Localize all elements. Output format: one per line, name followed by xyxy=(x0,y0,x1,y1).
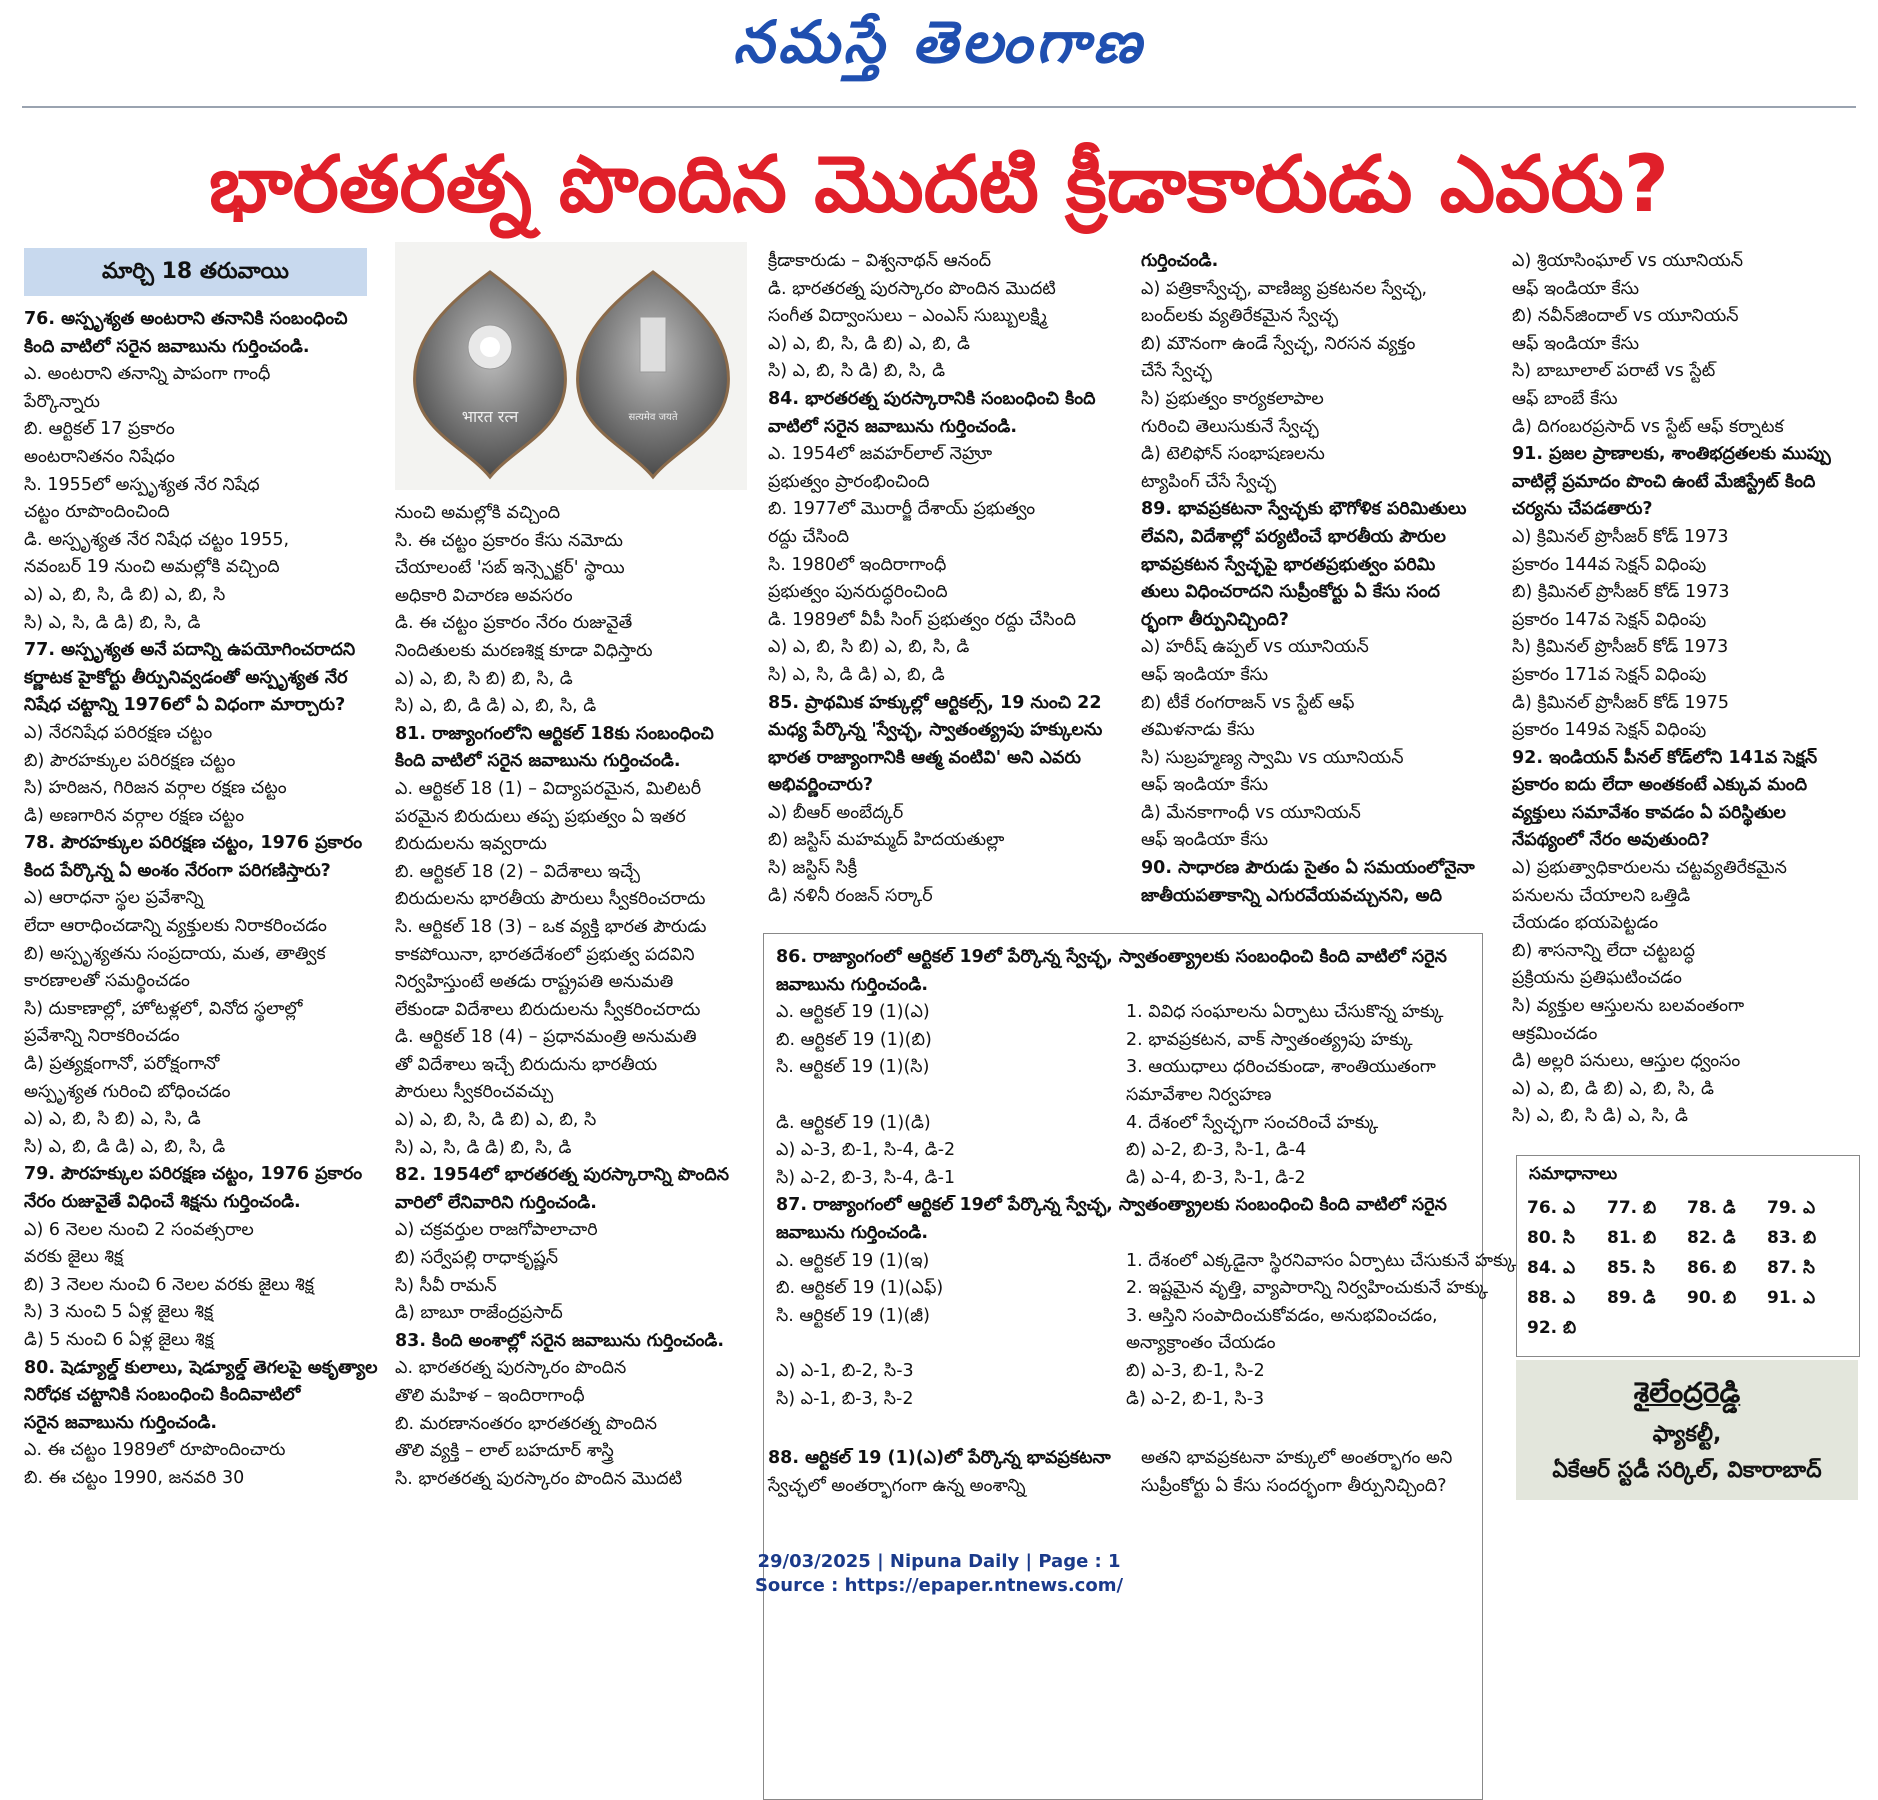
text-line: ఎ) బీఆర్ అంబేద్కర్ xyxy=(768,802,904,823)
text-line: జవాబును గుర్తించండి. xyxy=(776,974,929,995)
text-cell: ఎ. ఆర్టికల్ 19 (1)(ఎ) xyxy=(776,1002,930,1023)
text-line: బంద్‌లకు వ్యతిరేకమైన స్వేచ్ఛ xyxy=(1141,306,1339,327)
text-line: ఎ) ఎ, బి, సి బి) బి, సి, డి xyxy=(395,668,573,689)
page-headline: భారతరత్న పొందిన మొదటి క్రీడాకారుడు ఎవరు? xyxy=(209,140,1669,230)
text-line: సి) ఎ, బి, సి డి) ఎ, సి, డి xyxy=(1512,1106,1688,1127)
text-line: ఎ) క్రిమినల్ ప్రొసీజర్ కోడ్ 1973 xyxy=(1512,526,1729,547)
text-line: డి. అస్పృశ్యత నేర నిషేధ చట్టం 1955, xyxy=(24,529,290,550)
text-line: ఎ) ఎ, బి, సి బి) ఎ, సి, డి xyxy=(24,1109,201,1130)
text-cell: బి. ఆర్టికల్ 19 (1)(ఎఫ్) xyxy=(776,1278,944,1299)
answer-item: 78. డి xyxy=(1687,1198,1736,1218)
text-line: 91. ప్రజల ప్రాణాలకు, శాంతిభద్రతలకు ముప్పు xyxy=(1512,444,1831,465)
text-cell: సమావేశాల నిర్వహణ xyxy=(1126,1084,1272,1105)
text-line: సి. భారతరత్న పురస్కారం పొందిన మొదటి xyxy=(395,1468,683,1489)
text-line: 92. ఇండియన్ పీనల్ కోడ్‌లోని 141వ సెక్షన్ xyxy=(1512,747,1818,768)
text-line: లేవని, విదేశాల్లో పర్యటించే భారతీయ పౌరుల xyxy=(1141,526,1446,547)
text-line: సి. 1980లో ఇందిరాగాంధీ xyxy=(768,554,947,575)
text-cell: సి) ఎ-2, బి-3, సి-4, డి-1 xyxy=(776,1167,956,1188)
text-line: కర్ణాటక హైకోర్టు తీర్పునివ్వడంతో అస్పృశ్యత నేర xyxy=(24,667,348,688)
text-line: సి) ప్రభుత్వం కార్యకలాపాల xyxy=(1141,388,1324,409)
text-line: సి) ఎ, బి, సి డి) బి, సి, డి xyxy=(768,361,946,382)
text-line: బిరుదులను ఇవ్వరాదు xyxy=(395,834,547,855)
page-footer xyxy=(0,1550,1878,1598)
answer-item: 87. సి xyxy=(1767,1258,1815,1278)
text-cell xyxy=(776,1082,1126,1110)
text-line: తులు విధించరాదని సుప్రీంకోర్టు ఏ కేసు సంద xyxy=(1141,582,1440,603)
text-line: బి) శాసనాన్ని లేదా చట్టబద్ధ xyxy=(1512,940,1695,961)
text-line: భావప్రకటన స్వేచ్ఛపై భారతప్రభుత్వం పరిమి xyxy=(1141,554,1436,575)
text-line: బి) 3 నెలల నుంచి 6 నెలల వరకు జైలు శిక్ష xyxy=(24,1274,314,1295)
text-line: బి. ఈ చట్టం 1990, జనవరి 30 xyxy=(24,1467,245,1488)
text-line: ఆక్రమించడం xyxy=(1512,1023,1598,1044)
answer-item: 80. సి xyxy=(1527,1228,1575,1248)
text-line: వ్యక్తులు సమావేశం కావడం ఏ పరిస్థితుల xyxy=(1512,802,1786,823)
text-line: బి. ఆర్టికల్ 18 (2) – విదేశాలు ఇచ్చే xyxy=(395,861,640,882)
text-line: డి) ప్రత్యక్షంగానో, పరోక్షంగానో xyxy=(24,1054,220,1075)
text-line: ఎ) ఎ, బి, సి బి) ఎ, బి, సి, డి xyxy=(768,637,970,658)
answer-item: 84. ఎ xyxy=(1527,1258,1576,1278)
medal-text-right: सत्यमेव जयते xyxy=(628,412,678,423)
text-line: సి) దుకాణాల్లో, హోటళ్లలో, వినోద స్థలాల్లో xyxy=(24,998,303,1019)
text-line: ఎ) ప్రభుత్వాధికారులను చట్టవ్యతిరేకమైన xyxy=(1512,858,1787,879)
text-line: సి) సీవీ రామన్ xyxy=(395,1275,497,1296)
section-label: మార్చి 18 తరువాయి xyxy=(24,248,367,296)
text-line: లేకుండా విదేశాలు బిరుదులను స్వీకరించరాదు xyxy=(395,999,701,1020)
text-line: బి) మౌనంగా ఉండే స్వేచ్ఛ, నిరసన వ్యక్తం xyxy=(1141,333,1416,354)
text-line: 86. రాజ్యాంగంలో ఆర్టికల్ 19లో పేర్కొన్న స్వేచ్ఛ, స్వాతంత్య్రాలకు సంబంధించి కింది వాటిలో సరైన xyxy=(776,947,1447,967)
text-cell: 3. ఆస్తిని సంపాదించుకోవడం, అనుభవించడం, xyxy=(1126,1305,1438,1326)
text-line: డి) 5 నుంచి 6 ఏళ్ల జైలు శిక్ష xyxy=(24,1329,214,1350)
text-line: ఎ) ఎ, బి, సి, డి బి) ఎ, బి, సి xyxy=(395,1110,597,1131)
text-cell: సి. ఆర్టికల్ 19 (1)(సి) xyxy=(776,1057,930,1078)
text-line: సి. 1955లో అస్పృశ్యత నేర నిషేధ xyxy=(24,474,260,495)
text-line: 88. ఆర్టికల్ 19 (1)(ఎ)లో పేర్కొన్న భావప్రకటనా xyxy=(768,1448,1111,1468)
text-line: ఎ) ఎ, బి, సి, డి బి) ఎ, బి, సి xyxy=(24,584,226,605)
text-line: ఆఫ్ ఇండియా కేసు xyxy=(1141,830,1269,851)
medal-text-left: भारत रत्न xyxy=(461,407,519,426)
text-line: బి. ఆర్టికల్ 17 ప్రకారం xyxy=(24,419,175,440)
text-line: డి. ఆర్టికల్ 18 (4) – ప్రధానమంత్రి అనుమతి xyxy=(395,1027,697,1048)
text-line: గురించి తెలుసుకునే స్వేచ్ఛ xyxy=(1141,416,1319,437)
text-line: జవాబును గుర్తించండి. xyxy=(776,1222,929,1243)
text-cell xyxy=(776,1330,1126,1358)
text-line: కాకపోయినా, భారతదేశంలో ప్రభుత్వ పదవిని xyxy=(395,944,695,965)
text-line: అస్పృశ్యత గురించి బోధించడం xyxy=(24,1081,231,1102)
text-line: పౌరులు స్వీకరించవచ్చు xyxy=(395,1082,554,1103)
footer-source-line: Source : https://epaper.ntnews.com/ xyxy=(754,1575,1124,1596)
text-line: అంటరానితనం నిషేధం xyxy=(24,446,175,467)
text-line: సి) వ్యక్తుల ఆస్తులను బలవంతంగా xyxy=(1512,996,1745,1017)
text-line xyxy=(776,999,1476,1027)
text-line: బి) పౌరహక్కుల పరిరక్షణ చట్టం xyxy=(24,750,236,771)
text-line: చేసే స్వేచ్ఛ xyxy=(1141,361,1212,382)
text-line: సి) సుబ్రహ్మణ్య స్వామి vs యూనియన్ xyxy=(1141,747,1404,768)
text-cell: సి) ఎ-1, బి-3, సి-2 xyxy=(776,1388,914,1409)
text-line: అభివర్ణించారు? xyxy=(768,775,874,796)
text-line: సి) ఎ, బి, డి డి) ఎ, బి, సి, డి xyxy=(24,1136,226,1157)
text-cell: 4. దేశంలో స్వేచ్ఛగా సంచరించే హక్కు xyxy=(1126,1112,1379,1133)
text-line: పనులను చేయాలని ఒత్తిడి xyxy=(1512,885,1691,906)
text-line: చేయాలంటే 'సబ్ ఇన్స్పెక్టర్' స్థాయి xyxy=(395,558,625,579)
text-line: గుర్తించండి. xyxy=(1141,251,1219,271)
text-line xyxy=(776,1303,1476,1331)
text-line: రద్దు చేసింది xyxy=(768,526,850,547)
text-line: బి) జస్టిస్ మహమ్మద్ హిదయతుల్లా xyxy=(768,830,1005,851)
text-line: తమిళనాడు కేసు xyxy=(1141,720,1255,741)
text-line: వాటిలో సరైన జవాబును గుర్తించండి. xyxy=(768,416,1018,437)
text-line: 79. పౌరహక్కుల పరిరక్షణ చట్టం, 1976 ప్రకారం xyxy=(24,1164,363,1185)
text-line: నిందితులకు మరణశిక్ష కూడా విధిస్తారు xyxy=(395,640,653,661)
text-cell: డి) ఎ-2, బి-1, సి-3 xyxy=(1126,1388,1265,1409)
text-cell: ఎ. ఆర్టికల్ 19 (1)(ఇ) xyxy=(776,1250,930,1271)
text-line: 90. సాధారణ పౌరుడు సైతం ఏ సమయంలోనైనా xyxy=(1141,858,1475,879)
text-line: బి) సర్వేపల్లి రాధాకృష్ణన్ xyxy=(395,1248,559,1269)
text-line: డి) బాబూ రాజేంద్రప్రసాద్ xyxy=(395,1303,563,1324)
text-line: నేపథ్యంలో నేరం అవుతుంది? xyxy=(1512,830,1710,851)
text-line: ఎ) నేరనిషేధ పరిరక్షణ చట్టం xyxy=(24,722,213,743)
text-cell: ఎ) ఎ-1, బి-2, సి-3 xyxy=(776,1360,914,1381)
text-line: స్వేచ్ఛలో అంతర్భాగంగా ఉన్న అంశాన్ని xyxy=(768,1475,1026,1496)
column-5 xyxy=(1512,248,1862,1131)
text-line: మధ్య పేర్కొన్న 'స్వేచ్ఛ, స్వాతంత్య్రపు హక్కులను xyxy=(768,720,1103,741)
text-line: ఎ. ఆర్టికల్ 18 (1) – విద్యాపరమైన, మిలిటరీ xyxy=(395,778,702,799)
text-line xyxy=(776,1082,1476,1110)
text-cell: 3. ఆయుధాలు ధరించకుండా, శాంతియుతంగా xyxy=(1126,1057,1436,1078)
text-line: సి) హరిజన, గిరిజన వర్గాల రక్షణ చట్టం xyxy=(24,778,287,799)
text-line: 82. 1954లో భారతరత్న పురస్కారాన్ని పొందిన xyxy=(395,1165,729,1186)
text-line: అధికారి విచారణ అవసరం xyxy=(395,585,573,606)
text-line: నిరోధక చట్టానికి సంబంధించి కిందివాటిలో xyxy=(24,1385,301,1406)
question-88-continued xyxy=(1141,1445,1486,1500)
answer-item: 88. ఎ xyxy=(1527,1288,1576,1308)
text-line: డి) మేనకాగాంధీ vs యూనియన్ xyxy=(1141,802,1361,823)
text-line: తో విదేశాలు ఇచ్చే బిరుదును భారతీయ xyxy=(395,1054,658,1075)
text-cell: 1. దేశంలో ఎక్కడైనా స్థిరనివాసం ఏర్పాటు చేసుకునే హక్కు xyxy=(1126,1250,1517,1271)
answer-item: 76. ఎ xyxy=(1527,1198,1576,1218)
text-line: బి. మరణానంతరం భారతరత్న పొందిన xyxy=(395,1413,658,1434)
text-line: 84. భారతరత్న పురస్కారానికి సంబంధించి కింది xyxy=(768,388,1096,409)
text-line: ప్రకారం 149వ సెక్షన్ విధింపు xyxy=(1512,720,1707,741)
text-line: ఎ. భారతరత్న పురస్కారం పొందిన xyxy=(395,1358,627,1379)
answer-item: 90. బి xyxy=(1687,1288,1737,1308)
text-line: ఎ) 6 నెలల నుంచి 2 సంవత్సరాల xyxy=(24,1219,254,1240)
text-line: జాతీయపతాకాన్ని ఎగురవేయవచ్చునని, అది xyxy=(1141,885,1442,906)
text-line: ఎ) శ్రియాసింఘాల్ vs యూనియన్ xyxy=(1512,251,1744,271)
text-line: ఆఫ్ ఇండియా కేసు xyxy=(1512,278,1640,299)
text-line xyxy=(776,1386,1476,1414)
text-line: ప్రభుత్వం ప్రారంభించింది xyxy=(768,471,930,492)
text-line: ఆఫ్ ఇండియా కేసు xyxy=(1512,333,1640,354)
author-box xyxy=(1516,1360,1858,1500)
text-line: ఎ) ఎ, బి, సి, డి బి) ఎ, బి, డి xyxy=(768,333,970,354)
text-line: బి. 1977లో మొరార్జీ దేశాయ్ ప్రభుత్వం xyxy=(768,499,1036,520)
text-line: చర్యను చేపడతారు? xyxy=(1512,499,1653,520)
text-line: అతని భావప్రకటనా హక్కులో అంతర్భాగం అని xyxy=(1141,1448,1453,1468)
text-cell: బి) ఎ-2, బి-3, సి-1, డి-4 xyxy=(1126,1140,1307,1161)
text-cell: బి. ఆర్టికల్ 19 (1)(బి) xyxy=(776,1029,932,1050)
answers-box xyxy=(1516,1155,1860,1357)
text-line: సి) ఎ, సి, డి డి) బి, సి, డి xyxy=(395,1137,572,1158)
text-line: ప్రకారం 144వ సెక్షన్ విధింపు xyxy=(1512,554,1707,575)
text-line: సి) ఎ, బి, డి డి) ఎ, బి, సి, డి xyxy=(395,696,597,717)
footer-date-line: 29/03/2025 | Nipuna Daily | Page : 1 xyxy=(757,1551,1121,1572)
answer-item: 79. ఎ xyxy=(1767,1198,1816,1218)
text-line: కింద పేర్కొన్న ఏ అంశం నేరంగా పరిగణిస్తారు? xyxy=(24,860,331,881)
text-cell: సి. ఆర్టికల్ 19 (1)(జీ) xyxy=(776,1305,930,1326)
answer-item: 92. బి xyxy=(1527,1318,1577,1338)
text-line: సి) జస్టిస్ సిక్రీ xyxy=(768,858,858,879)
text-line: డి) టెలిఫోన్ సంభాషణలను xyxy=(1141,444,1325,465)
text-line: బిరుదులను భారతీయ పౌరులు స్వీకరించరాదు xyxy=(395,889,706,910)
text-line: వాటిల్లే ప్రమాదం పొంచి ఉంటే మేజిస్ట్రేట్ కింది xyxy=(1512,471,1816,492)
text-line: ఎ. ఈ చట్టం 1989లో రూపొందించారు xyxy=(24,1440,286,1461)
text-line: 89. భావప్రకటనా స్వేచ్ఛకు భౌగోళిక పరిమితులు xyxy=(1141,499,1467,520)
text-cell: 1. వివిధ సంఘాలను ఏర్పాటు చేసుకొన్న హక్కు xyxy=(1126,1002,1444,1023)
text-line: బి) అస్పృశ్యతను సంప్రదాయ, మత, తాత్విక xyxy=(24,943,326,964)
text-line: సి) 3 నుంచి 5 ఏళ్ల జైలు శిక్ష xyxy=(24,1302,214,1323)
text-line: ఆఫ్ ఇండియా కేసు xyxy=(1141,775,1269,796)
text-line: సి) ఎ, సి, డి డి) బి, సి, డి xyxy=(24,612,201,633)
text-line: బి) క్రిమినల్ ప్రొసీజర్ కోడ్ 1973 xyxy=(1512,582,1730,603)
text-line: 77. అస్పృశ్యత అనే పదాన్ని ఉపయోగించరాదని xyxy=(24,640,356,661)
column-2 xyxy=(395,500,747,1493)
text-line: ఎ) పత్రికాస్వేచ్ఛ, వాణిజ్య ప్రకటనల స్వేచ్ఛ, xyxy=(1141,278,1428,299)
text-line: డి) క్రిమినల్ ప్రొసీజర్ కోడ్ 1975 xyxy=(1512,692,1729,713)
text-line: తొలి మహిళ – ఇందిరాగాంధీ xyxy=(395,1386,585,1406)
text-cell: డి. ఆర్టికల్ 19 (1)(డి) xyxy=(776,1112,931,1133)
text-line: నిర్వహిస్తుంటే అతడు రాష్ట్రపతి అనుమతి xyxy=(395,972,674,993)
answer-item: 77. బి xyxy=(1607,1198,1657,1218)
answers-title: సమాధానాలు xyxy=(1529,1164,1618,1184)
text-line: సి. ఆర్టికల్ 18 (3) – ఒక వ్యక్తి భారత పౌరుడు xyxy=(395,916,707,937)
author-role: ఫ్యాకల్టీ, xyxy=(1652,1422,1722,1447)
question-88 xyxy=(768,1445,1118,1500)
text-line: 80. షెడ్యూల్డ్ కులాలు, షెడ్యూల్డ్ తెగలపై అకృత్యాల xyxy=(24,1357,378,1378)
text-line: ఎ. 1954లో జవహర్‌లాల్ నెహ్రూ xyxy=(768,444,993,465)
answers-grid xyxy=(1527,1198,1849,1342)
text-line xyxy=(776,1275,1489,1303)
column-3 xyxy=(768,248,1118,910)
text-line: సి) క్రిమినల్ ప్రొసీజర్ కోడ్ 1973 xyxy=(1512,637,1729,658)
text-line xyxy=(776,1110,1476,1138)
answer-item: 83. బి xyxy=(1767,1228,1817,1248)
header-divider xyxy=(22,106,1856,108)
text-line: సి. ఈ చట్టం ప్రకారం కేసు నమోదు xyxy=(395,530,623,551)
text-cell: డి) ఎ-4, బి-3, సి-1, డి-2 xyxy=(1126,1167,1306,1188)
text-line: 76. అస్పృశ్యత అంటరాని తనానికి సంబంధించి xyxy=(24,309,348,329)
text-line: భారత రాజ్యాంగానికి ఆత్మ వంటివి' అని ఎవరు xyxy=(768,747,1081,768)
text-line: ఆఫ్ ఇండియా కేసు xyxy=(1141,664,1269,685)
text-line: ప్రకారం 171వ సెక్షన్ విధింపు xyxy=(1512,664,1707,685)
text-line: క్రీడాకారుడు – విశ్వనాథన్ ఆనంద్ xyxy=(768,251,992,271)
text-line: డి) దిగంబరప్రసాద్ vs స్టేట్ ఆఫ్ కర్నాటక xyxy=(1512,416,1784,437)
text-line xyxy=(776,1358,1476,1386)
answer-item: 82. డి xyxy=(1687,1228,1736,1248)
text-line: ఆఫ్ బాంబే కేసు xyxy=(1512,388,1618,409)
text-line: డి) నళినీ రంజన్ సర్కార్ xyxy=(768,885,933,906)
text-line: 78. పౌరహక్కుల పరిరక్షణ చట్టం, 1976 ప్రకారం xyxy=(24,833,363,854)
text-line: ఎ) ఆరాధనా స్థల ప్రవేశాన్ని xyxy=(24,888,204,909)
text-line: డి. ఈ చట్టం ప్రకారం నేరం రుజువైతే xyxy=(395,613,633,634)
text-line: ప్రకారం ఐదు లేదా అంతకంటే ఎక్కువ మంది xyxy=(1512,775,1808,796)
text-line: 87. రాజ్యాంగంలో ఆర్టికల్ 19లో పేర్కొన్న స్వేచ్ఛ, స్వాతంత్య్రాలకు సంబంధించి కింది వాటిలో సరైన xyxy=(776,1195,1447,1216)
text-line: నిషేధ చట్టాన్ని 1976లో ఏ విధంగా మార్చారు? xyxy=(24,695,346,716)
text-line: సి) బాబూలాల్ పరాటే vs స్టేట్ xyxy=(1512,361,1716,382)
text-line: కింది వాటిలో సరైన జవాబును గుర్తించండి. xyxy=(395,751,681,772)
questions-86-87-box xyxy=(763,933,1517,1800)
text-line: లేదా ఆరాధించడాన్ని వ్యక్తులకు నిరాకరించడం xyxy=(24,916,327,937)
text-line xyxy=(776,1248,1517,1276)
text-line: సుప్రీంకోర్టు ఏ కేసు సందర్భంగా తీర్పునిచ్చింది? xyxy=(1141,1475,1447,1496)
text-line: నేరం రుజువైతే విధించే శిక్షను గుర్తించండి. xyxy=(24,1192,301,1212)
column-1 xyxy=(24,306,378,1493)
text-line: బి) నవీన్‌జిందాల్ vs యూనియన్ xyxy=(1512,306,1739,327)
answer-item: 86. బి xyxy=(1687,1258,1737,1278)
answer-item: 85. సి xyxy=(1607,1258,1655,1278)
text-line: బి) టీకే రంగరాజన్ vs స్టేట్ ఆఫ్ xyxy=(1141,692,1355,713)
text-line: 83. కింది అంశాల్లో సరైన జవాబును గుర్తించండి. xyxy=(395,1330,725,1351)
text-line: సి) ఎ, సి, డి డి) ఎ, బి, డి xyxy=(768,664,945,685)
text-line xyxy=(776,1054,1476,1082)
match-questions xyxy=(776,944,1517,1413)
text-line: తొలి వ్యక్తి – లాల్ బహదూర్ శాస్త్రి xyxy=(395,1441,614,1462)
answer-item: 81. బి xyxy=(1607,1228,1657,1248)
text-line: డి. భారతరత్న పురస్కారం పొందిన మొదటి xyxy=(768,278,1056,299)
text-line: ప్రభుత్వం పునరుద్ధరించింది xyxy=(768,582,948,603)
text-line: ప్రకారం 147వ సెక్షన్ విధింపు xyxy=(1512,609,1707,630)
text-line: డి. 1989లో వీపీ సింగ్ ప్రభుత్వం రద్దు చేసింది xyxy=(768,609,1076,630)
masthead xyxy=(0,0,1878,100)
text-line: ప్రవేశాన్ని నిరాకరించడం xyxy=(24,1026,180,1047)
author-organization: ఏకేఆర్ స్టడీ సర్కిల్, వికారాబాద్ xyxy=(1552,1458,1822,1483)
column-4 xyxy=(1141,248,1486,910)
text-cell: 2. భావప్రకటన, వాక్ స్వాతంత్య్రపు హక్కు xyxy=(1126,1029,1413,1050)
text-line: కారణాలతో సమర్థించడం xyxy=(24,971,190,992)
text-line: సరైన జవాబును గుర్తించండి. xyxy=(24,1412,218,1433)
text-line: ట్యాపింగ్ చేసే స్వేచ్ఛ xyxy=(1141,471,1277,492)
bharat-ratna-medal-image xyxy=(395,242,747,490)
text-line: 85. ప్రాథమిక హక్కుల్లో ఆర్టికల్స్, 19 నుంచి 22 xyxy=(768,692,1102,713)
text-line: డి) అణగారిన వర్గాల రక్షణ చట్టం xyxy=(24,805,245,826)
answer-item: 91. ఎ xyxy=(1767,1288,1816,1308)
text-line: డి) అల్లరి పనులు, ఆస్తుల ధ్వంసం xyxy=(1512,1051,1741,1072)
text-cell: అన్యాక్రాంతం చేయడం xyxy=(1126,1333,1276,1354)
text-cell: బి) ఎ-3, బి-1, సి-2 xyxy=(1126,1360,1265,1381)
text-line: వరకు జైలు శిక్ష xyxy=(24,1247,124,1268)
newspaper-logo: నమస్తే తెలంగాణ xyxy=(733,8,1145,76)
text-cell: 2. ఇష్టమైన వృత్తి, వ్యాపారాన్ని నిర్వహించుకునే హక్కు xyxy=(1126,1278,1489,1299)
text-line: ఎ. అంటరాని తనాన్ని పాపంగా గాంధీ xyxy=(24,364,271,385)
text-line: ఎ) ఎ, బి, డి బి) ఎ, బి, సి, డి xyxy=(1512,1078,1714,1099)
text-line: ర్భంగా తీర్పునిచ్చింది? xyxy=(1141,609,1289,630)
text-line: వారిలో లేనివారిని గుర్తించండి. xyxy=(395,1192,597,1213)
text-line: కింది వాటిలో సరైన జవాబును గుర్తించండి. xyxy=(24,336,310,357)
text-line xyxy=(776,1137,1476,1165)
author-name: శైలేంద్రరెడ్డి xyxy=(1633,1376,1741,1409)
text-line: ఎ) చక్రవర్తుల రాజగోపాలాచారి xyxy=(395,1220,598,1241)
text-line xyxy=(776,1027,1476,1055)
medal-illustration xyxy=(395,242,747,490)
text-line xyxy=(776,1165,1476,1193)
text-line: చట్టం రూపొందించింది xyxy=(24,502,170,523)
text-line: ఎ) హరీష్ ఉప్పల్ vs యూనియన్ xyxy=(1141,637,1369,658)
text-line: ప్రక్రియను ప్రతిఘటించడం xyxy=(1512,968,1682,989)
text-line xyxy=(776,1330,1476,1358)
text-cell: ఎ) ఎ-3, బి-1, సి-4, డి-2 xyxy=(776,1140,956,1161)
text-line: చేయడం భయపెట్టడం xyxy=(1512,913,1659,934)
text-line: పరమైన బిరుదులు తప్ప ప్రభుత్వం ఏ ఇతర xyxy=(395,806,686,827)
text-line: నుంచి అమల్లోకి వచ్చింది xyxy=(395,503,561,523)
text-line: సంగీత విద్వాంసులు – ఎంఎస్ సుబ్బులక్ష్మి xyxy=(768,306,1047,327)
text-line: పేర్కొన్నారు xyxy=(24,391,100,412)
text-line: నవంబర్ 19 నుంచి అమల్లోకి వచ్చింది xyxy=(24,557,280,578)
answer-item: 89. డి xyxy=(1607,1288,1656,1308)
text-line: 81. రాజ్యాంగంలోని ఆర్టికల్ 18కు సంబంధించి xyxy=(395,723,714,744)
